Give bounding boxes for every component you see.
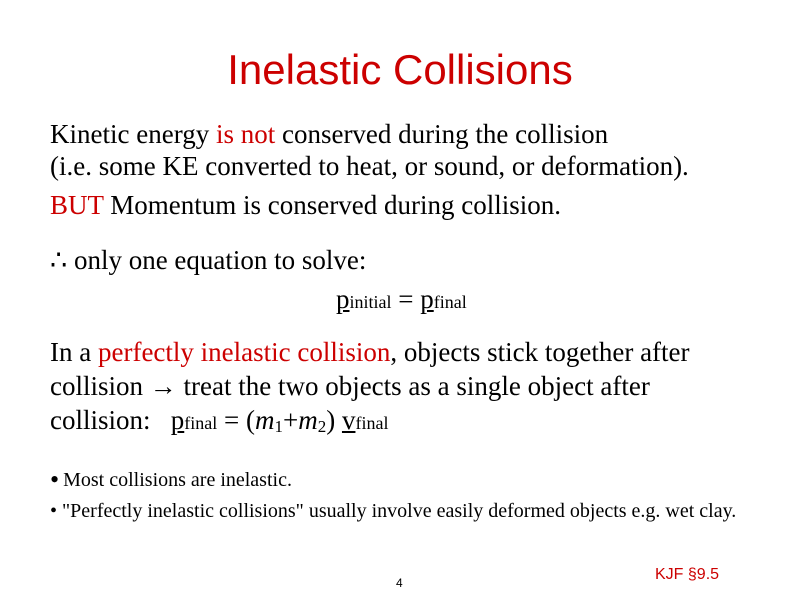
equals: = <box>391 284 421 314</box>
therefore-line <box>50 244 366 276</box>
therefore-symbol: ∴ <box>50 245 68 275</box>
subscript: final <box>184 413 218 433</box>
page-number: 4 <box>396 576 403 590</box>
bullet-icon: • <box>50 465 60 494</box>
m1-symbol: m <box>254 405 275 435</box>
m2-symbol: m <box>298 405 318 435</box>
text: = ( <box>217 405 255 435</box>
subscript: final <box>433 292 467 312</box>
bullet-text: Most collisions are inelastic. <box>63 469 292 491</box>
bullet-2 <box>50 497 770 525</box>
text: Momentum is conserved during collision. <box>103 190 561 220</box>
p-final-symbol: p <box>420 284 434 314</box>
text: , objects stick together after <box>390 337 690 367</box>
para1-line1 <box>50 118 608 150</box>
plus: + <box>282 405 299 435</box>
para2-line3 <box>50 404 388 443</box>
text: conserved during the collision <box>275 119 609 149</box>
bullet-text: "Perfectly inelastic collisions" usually involve easily deformed objects e.g. wet clay. <box>62 500 737 522</box>
highlight-is-not: is not <box>215 119 276 149</box>
text: only one equation to solve: <box>67 245 367 275</box>
subscript: final <box>355 413 389 433</box>
reference-label: KJF §9.5 <box>655 566 720 583</box>
highlight-but: BUT <box>50 190 104 220</box>
para1-line2: (i.e. some KE converted to heat, or sound, or deformation). <box>50 151 689 181</box>
text: In a <box>50 337 98 367</box>
v-final-symbol: v <box>341 405 356 435</box>
text: Kinetic energy <box>50 119 216 149</box>
text: ) <box>326 405 342 435</box>
text: collision: <box>50 405 171 435</box>
p-final-symbol: p <box>170 405 185 435</box>
slide-title: Inelastic Collisions <box>227 46 573 93</box>
momentum-equation <box>336 283 467 318</box>
bullet-icon: • <box>50 500 58 522</box>
subscript: 2 <box>317 417 327 436</box>
subscript: 1 <box>274 417 283 436</box>
bullet-1 <box>50 465 292 495</box>
para2-line2: collision → treat the two objects as a single object after <box>50 371 650 401</box>
subscript: initial <box>349 292 392 312</box>
para1-line3 <box>50 189 561 221</box>
para2-line1 <box>50 336 690 368</box>
p-initial-symbol: p <box>336 284 350 314</box>
highlight-perfectly-inelastic: perfectly inelastic collision <box>97 337 391 367</box>
